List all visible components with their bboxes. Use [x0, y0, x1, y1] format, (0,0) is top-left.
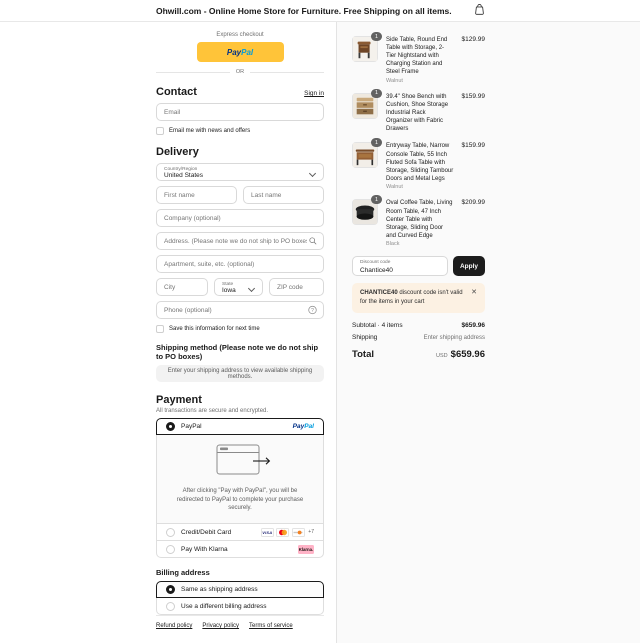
klarna-option-label: Pay With Klarna — [181, 545, 228, 553]
terms-of-service-link[interactable]: Terms of service — [249, 623, 293, 630]
discount-code-value: Chantice40 — [360, 266, 393, 274]
paypal-redirect-note: After clicking "Pay with PayPal", you will be redirected to PayPal to complete your purchase securely. — [176, 488, 304, 512]
paypal-redirect-panel — [156, 435, 324, 524]
order-summary-column — [336, 22, 640, 643]
item-title: 39.4" Shoe Bench with Cushion, Shoe Storage Industrial Rack Organizer with Fabric Drawers — [386, 93, 449, 133]
payment-subtitle: All transactions are secure and encrypted. — [156, 408, 269, 414]
express-checkout-label: Express checkout — [216, 32, 264, 38]
save-info-label: Save this information for next time — [169, 326, 260, 332]
shipping-value: Enter shipping address — [423, 334, 485, 341]
error-message: discount code isn't valid for the items in your cart — [360, 290, 463, 306]
header — [0, 0, 640, 22]
privacy-policy-link[interactable]: Privacy policy — [202, 623, 240, 630]
country-select-label: Country/Region — [164, 166, 198, 172]
paypal-logo: PayPal — [226, 47, 254, 57]
paypal-option-label: PayPal — [181, 423, 202, 430]
radio-unselected-icon — [166, 528, 175, 537]
delivery-heading: Delivery — [156, 146, 199, 158]
apartment-field[interactable] — [157, 261, 323, 268]
save-info-checkbox[interactable] — [156, 325, 164, 333]
state-select[interactable] — [214, 278, 263, 296]
checkout-form-column — [0, 22, 336, 643]
first-name-field[interactable] — [157, 192, 236, 199]
subtotal-label: Subtotal · 4 items — [352, 321, 403, 329]
country-select[interactable] — [156, 163, 324, 181]
main-layout — [0, 22, 640, 643]
billing-address-options — [156, 581, 324, 615]
or-label: OR — [235, 69, 245, 75]
item-price: $159.99 — [461, 92, 485, 100]
discover-icon — [292, 528, 305, 537]
payment-section-header — [156, 394, 324, 406]
item-title: Oval Coffee Table, Living Room Table, 47 Inch Center Table with Storage, Sliding Door and Curved Edge — [386, 200, 453, 239]
address-field[interactable] — [157, 238, 323, 245]
visa-icon: VISA — [262, 529, 273, 535]
contact-section-header — [156, 86, 324, 98]
last-name-field[interactable] — [244, 192, 323, 199]
name-row — [156, 181, 324, 204]
cart-item — [352, 196, 485, 248]
subtotal-value: $659.96 — [461, 321, 485, 329]
klarna-icon: Klarna. — [298, 546, 314, 552]
store-title: Ohwill.com - Online Home Store for Furniture. Free Shipping on all items. — [156, 5, 452, 16]
quantity-badge: 1 — [371, 195, 382, 204]
shipping-row — [352, 334, 485, 341]
total-value: $659.96 — [450, 348, 485, 360]
radio-unselected-icon — [166, 545, 175, 554]
cart-item — [352, 33, 485, 84]
quantity-badge: 1 — [371, 89, 382, 98]
state-select-value: Iowa — [222, 287, 236, 295]
shipping-method-heading: Shipping method (Please note we do not ship to PO boxes) — [156, 343, 319, 361]
radio-unselected-icon — [166, 602, 175, 611]
item-title: Side Table, Round End Table with Storage, 2-Tier Nightstand with Charging Station and Steel Frame — [386, 37, 448, 76]
billing-different-label: Use a different billing address — [181, 602, 267, 610]
item-price: $129.99 — [461, 36, 485, 43]
footer-links — [156, 615, 324, 631]
item-variant: Walnut — [386, 77, 403, 84]
billing-address-heading: Billing address — [156, 568, 210, 578]
total-row — [352, 349, 485, 360]
billing-same-option[interactable] — [156, 581, 324, 598]
item-variant: Black — [386, 241, 400, 248]
paypal-logo: PayPal — [292, 423, 314, 430]
item-price: $159.99 — [461, 142, 485, 150]
radio-selected-icon — [166, 422, 175, 431]
cart-item — [352, 90, 485, 133]
currency-code: USD — [436, 352, 448, 359]
phone-field[interactable] — [157, 307, 323, 314]
shipping-label: Shipping — [352, 333, 378, 341]
payment-methods — [156, 418, 324, 558]
quantity-badge: 1 — [371, 32, 382, 41]
payment-option-klarna[interactable] — [156, 541, 324, 558]
refund-policy-link[interactable]: Refund policy — [156, 623, 193, 630]
email-field-wrap — [156, 103, 324, 121]
close-icon[interactable]: ✕ — [471, 289, 477, 297]
discount-code-label: Discount code — [360, 259, 391, 265]
contact-heading: Contact — [156, 86, 197, 98]
billing-different-option[interactable] — [156, 598, 324, 615]
sign-in-link[interactable]: Sign in — [304, 90, 324, 97]
city-state-zip-row — [156, 273, 324, 296]
paypal-express-button[interactable] — [197, 42, 284, 62]
help-icon[interactable] — [308, 306, 317, 315]
shopping-bag-icon — [474, 2, 485, 20]
news-offers-checkbox[interactable] — [156, 127, 164, 135]
apply-discount-button[interactable]: Apply — [453, 256, 485, 276]
payment-option-card[interactable] — [156, 524, 324, 541]
company-field[interactable] — [157, 215, 323, 222]
mastercard-icon — [276, 528, 289, 537]
shipping-method-notice: Enter your shipping address to view available shipping methods. — [156, 365, 324, 382]
discount-code-field[interactable] — [352, 256, 448, 276]
search-icon — [309, 237, 317, 245]
card-option-label: Credit/Debit Card — [181, 528, 232, 536]
cart-button[interactable] — [474, 2, 485, 20]
save-info-checkbox-row[interactable] — [156, 325, 324, 333]
zip-code-field[interactable] — [270, 284, 323, 291]
cart-item — [352, 139, 485, 191]
radio-selected-icon — [166, 585, 175, 594]
country-select-value: United States — [164, 172, 204, 180]
error-discount-code: CHANTICE40 — [360, 290, 398, 297]
billing-same-label: Same as shipping address — [181, 586, 258, 594]
subtotal-row — [352, 322, 485, 329]
discount-error-banner — [352, 283, 485, 312]
city-field[interactable] — [157, 284, 207, 291]
svg-text:?: ? — [311, 307, 314, 314]
discount-row — [352, 256, 485, 276]
total-label: Total — [352, 348, 374, 360]
or-divider — [156, 69, 324, 75]
news-offers-label: Email me with news and offers — [169, 128, 251, 134]
accepted-cards — [261, 528, 314, 537]
item-variant: Walnut — [386, 184, 403, 191]
state-select-label: State — [222, 281, 234, 287]
payment-heading: Payment — [156, 394, 202, 406]
news-offers-checkbox-row[interactable] — [156, 127, 324, 135]
email-field[interactable] — [157, 109, 323, 116]
item-price: $209.99 — [461, 199, 485, 207]
more-cards-count: +7 — [308, 529, 314, 536]
item-title: Entryway Table, Narrow Console Table, 55 Inch Fluted Sofa Table with Storage, Sliding Tambour Doors and Metal Legs — [386, 143, 454, 182]
delivery-section-header — [156, 146, 324, 158]
browser-redirect-illustration — [207, 465, 273, 482]
quantity-badge: 1 — [371, 138, 382, 147]
payment-option-paypal[interactable] — [156, 418, 324, 435]
